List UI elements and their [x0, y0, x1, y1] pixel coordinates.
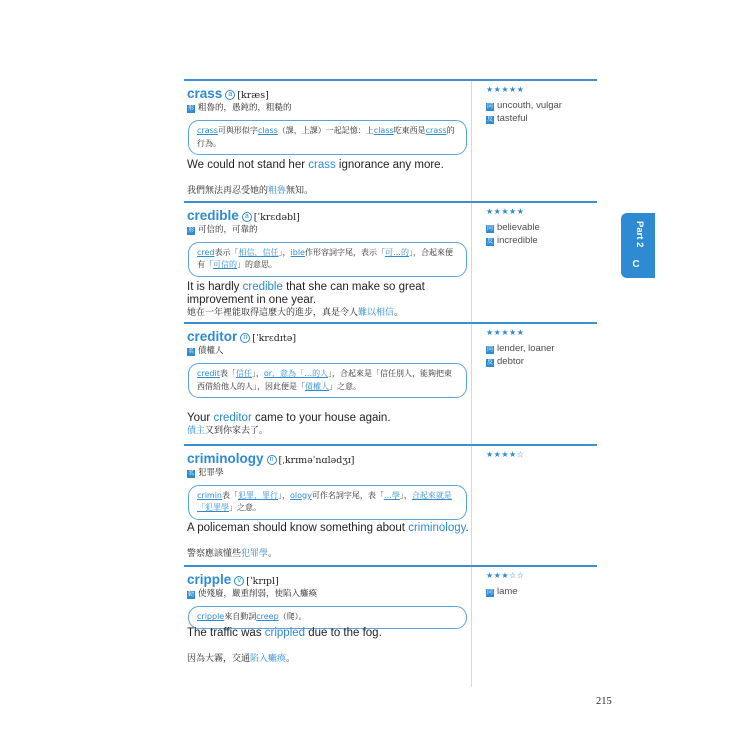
- example-segment: ignorance any more.: [335, 159, 444, 171]
- synonym-text: lender, loaner: [497, 343, 555, 355]
- synonym-line: [486, 586, 518, 597]
- example-translation: [187, 548, 469, 560]
- synonym-text: uncouth, vulgar: [497, 100, 562, 111]
- part-of-speech-badge: n: [240, 333, 250, 343]
- note-segment: cripple: [197, 612, 225, 622]
- part-of-speech-badge: v: [234, 576, 244, 586]
- headword: credible: [187, 207, 239, 223]
- headword-line: [187, 448, 354, 467]
- example-segment: crass: [308, 159, 336, 171]
- definition-tag-icon: 名: [187, 348, 194, 356]
- headword-line: [187, 569, 279, 588]
- section-tab-letter: C: [632, 259, 640, 270]
- definition: 可信的，可靠的: [198, 224, 258, 235]
- example-segment: We could not stand her: [187, 159, 309, 171]
- example-sentence: [187, 412, 469, 425]
- entry-list: [184, 79, 597, 687]
- synonym-tag-icon: 反: [486, 238, 493, 245]
- example-segment: credible: [242, 280, 283, 293]
- note-segment: credit: [197, 369, 220, 379]
- example-segment: creditor: [213, 412, 252, 425]
- translation-segment: 難以相信: [358, 307, 395, 318]
- note-segment: 」，合起來便有「: [197, 247, 453, 270]
- translation-segment: 無知。: [286, 186, 314, 196]
- headword: creditor: [187, 329, 238, 345]
- example-segment: A policeman should know something about: [187, 521, 409, 534]
- note-segment: 」之意。: [229, 503, 261, 513]
- note-segment: creep: [256, 612, 279, 622]
- translation-segment: 。: [268, 548, 278, 559]
- pronunciation: [ˈkrɛdəbl]: [253, 211, 300, 223]
- note-segment: 表「: [222, 490, 238, 500]
- section-tab[interactable]: [621, 213, 655, 278]
- note-segment: （爬）。: [278, 612, 307, 622]
- translation-segment: 。: [286, 654, 296, 665]
- note-segment: 」之意。: [329, 381, 361, 391]
- entry-side: [484, 324, 597, 444]
- synonym-tag-icon: 同: [486, 347, 493, 354]
- frequency-stars: ★★★★★: [486, 206, 525, 216]
- definition-line: [187, 101, 292, 113]
- entry-main: [184, 567, 472, 687]
- note-segment: 」，: [251, 369, 264, 379]
- etymology-note: [188, 606, 467, 629]
- definition-tag-icon: 形: [187, 105, 194, 112]
- note-segment: 債權人: [305, 381, 329, 391]
- note-segment: 可…的: [384, 247, 409, 257]
- definition: 粗魯的，愚鈍的，粗糙的: [198, 103, 292, 113]
- frequency-stars: ★★★★★: [486, 85, 525, 94]
- note-segment: crass: [197, 126, 218, 135]
- etymology-note: [188, 242, 467, 277]
- note-segment: crimin: [197, 490, 222, 500]
- translation-segment: 因為大霧，交通: [187, 654, 251, 665]
- example-translation: [187, 185, 469, 197]
- entry-main: [184, 446, 472, 566]
- page-number: 215: [596, 696, 612, 707]
- note-segment: 」，: [278, 490, 290, 500]
- example-segment: criminology: [408, 521, 466, 534]
- word-entry: [184, 444, 597, 566]
- note-segment: 合起來就是「犯罪學: [197, 490, 452, 513]
- example-segment: .: [465, 521, 469, 534]
- translation-segment: 。: [394, 307, 404, 318]
- synonym-text: tasteful: [497, 113, 528, 124]
- example-segment: came to your house again.: [251, 412, 391, 425]
- note-segment: 可與形似字: [217, 126, 258, 135]
- translation-segment: 陷入癱瘓: [250, 654, 287, 665]
- note-segment: crass: [425, 126, 447, 135]
- definition-line: [187, 466, 224, 478]
- definition: 使殘廢，嚴重削弱，使陷入癱瘓: [198, 589, 318, 600]
- note-segment: 犯罪，罪行: [238, 490, 278, 500]
- entry-side: [484, 203, 597, 323]
- example-translation: [187, 653, 469, 665]
- pronunciation: [ˈkrɪpl]: [246, 576, 279, 588]
- note-segment: class: [373, 126, 394, 135]
- synonym-line: [486, 100, 562, 111]
- translation-segment: 粗魯: [268, 186, 287, 196]
- synonym-line: [486, 222, 540, 233]
- note-segment: or，意為「: [263, 369, 305, 379]
- note-segment: …學: [383, 490, 400, 500]
- frequency-stars: ★★★★★: [486, 328, 525, 338]
- definition-line: [187, 223, 258, 235]
- synonym-tag-icon: 同: [486, 104, 493, 110]
- entry-main: [184, 324, 472, 444]
- note-segment: 」，: [399, 490, 412, 500]
- synonym-line: [486, 113, 528, 124]
- example-sentence: [187, 159, 469, 172]
- definition-tag-icon: 名: [187, 469, 194, 477]
- headword-line: [187, 205, 300, 224]
- synonym-text: debtor: [497, 356, 524, 368]
- example-sentence: [187, 627, 469, 640]
- translation-segment: 我們無法再忍受她的: [187, 186, 269, 196]
- entry-side: [484, 446, 597, 566]
- entry-side: [484, 81, 597, 201]
- example-segment: The traffic was: [187, 627, 265, 640]
- headword-line: [187, 326, 296, 345]
- note-segment: 」，合起來是「信任別人，能夠把東西借給他人的人」，因此便是「: [197, 369, 453, 391]
- note-segment: 表「: [219, 369, 236, 379]
- synonym-text: lame: [497, 586, 518, 598]
- pronunciation: [ˌkrɪməˈnɑlədʒɪ]: [278, 454, 355, 466]
- synonym-tag-icon: 同: [486, 225, 493, 232]
- definition-line: [187, 344, 224, 356]
- word-entry: [184, 322, 597, 444]
- note-segment: （課，上課）一起記憶：上: [277, 126, 374, 135]
- example-segment: Your: [187, 412, 214, 425]
- frequency-stars: ★★★☆☆: [486, 571, 525, 581]
- entry-main: [184, 203, 472, 323]
- example-segment: It is hardly: [187, 280, 243, 293]
- word-entry: [184, 79, 597, 201]
- example-translation: [187, 307, 469, 319]
- etymology-note: [188, 120, 467, 155]
- synonym-line: [486, 235, 538, 246]
- translation-segment: 她在一年裡能取得這麼大的進步，真是令人: [187, 307, 359, 318]
- note-segment: 吃東西是: [393, 126, 426, 135]
- entry-main: [184, 81, 472, 201]
- example-sentence: [187, 281, 469, 307]
- example-sentence: [187, 522, 469, 535]
- etymology-note: [188, 485, 467, 520]
- synonym-line: [486, 356, 524, 367]
- example-segment: that she can make so great improvement in one year.: [187, 280, 425, 306]
- headword: cripple: [187, 572, 232, 588]
- pronunciation: [kræs]: [237, 90, 269, 101]
- definition-line: [187, 587, 317, 599]
- pronunciation: [ˈkrɛdɪtə]: [252, 333, 297, 345]
- entry-side: [484, 567, 597, 687]
- definition: 犯罪學: [198, 467, 224, 478]
- headword-line: [187, 83, 269, 102]
- note-segment: 的行為。: [197, 126, 455, 148]
- word-entry: [184, 565, 597, 687]
- note-segment: 來自動詞: [224, 612, 257, 622]
- note-segment: 相信，信任: [238, 247, 279, 257]
- note-segment: 可信的: [213, 260, 237, 270]
- synonym-text: incredible: [497, 234, 538, 246]
- headword: criminology: [187, 450, 264, 466]
- note-segment: …的人: [304, 369, 329, 379]
- part-of-speech-badge: a: [225, 90, 235, 100]
- synonym-text: believable: [497, 221, 540, 233]
- frequency-stars: ★★★★☆: [486, 449, 525, 459]
- definition: 債權人: [198, 346, 224, 357]
- example-translation: [187, 425, 469, 437]
- word-entry: [184, 201, 597, 323]
- synonym-tag-icon: 同: [486, 590, 493, 597]
- note-segment: 」的意思。: [237, 260, 277, 270]
- part-of-speech-badge: n: [267, 455, 277, 465]
- synonym-line: [486, 343, 555, 354]
- note-segment: cred: [197, 247, 215, 257]
- note-segment: 可作名詞字尾，表「: [311, 490, 384, 500]
- translation-segment: 又到你家去了。: [205, 426, 269, 437]
- translation-segment: 債主: [187, 426, 206, 437]
- definition-tag-icon: 動: [187, 591, 194, 599]
- note-segment: 」，: [278, 247, 291, 257]
- part-of-speech-badge: a: [242, 212, 252, 222]
- note-segment: 信任: [235, 369, 252, 379]
- synonym-tag-icon: 反: [486, 117, 493, 123]
- synonym-tag-icon: 反: [486, 360, 493, 367]
- note-segment: class: [257, 126, 278, 135]
- example-segment: crippled: [264, 627, 306, 640]
- example-segment: due to the fog.: [305, 627, 382, 640]
- note-segment: ology: [290, 490, 312, 500]
- headword: crass: [187, 86, 223, 101]
- translation-segment: 警察應該懂些: [187, 548, 242, 559]
- note-segment: 表示「: [214, 247, 239, 257]
- translation-segment: 犯罪學: [241, 548, 269, 559]
- note-segment: ible: [290, 247, 305, 257]
- definition-tag-icon: 形: [187, 226, 194, 234]
- etymology-note: [188, 363, 467, 398]
- section-tab-part: Part 2: [634, 221, 645, 248]
- note-segment: 作形容詞字尾，表示「: [304, 247, 385, 257]
